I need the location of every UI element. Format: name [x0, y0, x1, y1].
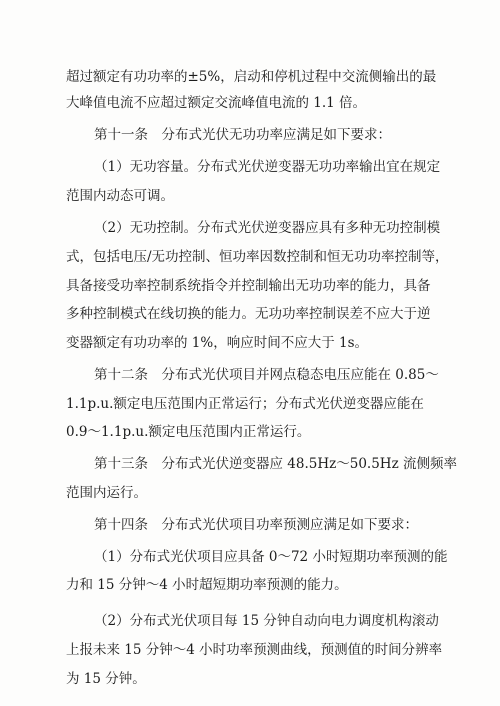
article-11-heading: 第十一条 分布式光伏无功功率应满足如下要求： — [94, 127, 391, 144]
paragraph-line-21: 为 15 分钟。 — [66, 671, 146, 687]
article-14-heading: 第十四条 分布式光伏项目功率预测应满足如下要求： — [94, 517, 418, 534]
article-13-heading: 第十三条 分布式光伏逆变器应 48.5Hz～50.5Hz 流侧频率 — [94, 456, 457, 472]
paragraph-line-7: 式，包括电压/无功控制、恒功率因数控制和恒无功功率控制等， — [66, 248, 449, 265]
paragraph-line-13: 0.9～1.1p.u.额定电压范围内正常运行。 — [66, 424, 311, 441]
article-12-heading: 第十二条 分布式光伏项目并网点稳态电压应能在 0.85～ — [94, 367, 439, 384]
paragraph-line-19: （2）分布式光伏项目每 15 分钟自动向电力调度机构滚动 — [94, 613, 439, 629]
paragraph-line-8: 具备接受功率控制系统指令并控制输出无功功率的能力，具备 — [66, 277, 431, 294]
paragraph-line-17: （1）分布式光伏项目应具备 0～72 小时短期功率预测的能 — [94, 548, 448, 565]
paragraph-line-4: （1）无功容量。分布式光伏逆变器无功功率输出宜在规定 — [94, 159, 441, 176]
paragraph-line-1: 超过额定有功功率的±5%，启动和停机过程中交流侧输出的最 — [66, 69, 437, 85]
paragraph-line-2: 大峰值电流不应超过额定交流峰值电流的 1.1 倍。 — [66, 94, 367, 111]
paragraph-line-9: 多种控制模式在线切换的能力。无功功率控制误差不应大于逆 — [66, 306, 431, 323]
paragraph-line-15: 范围内运行。 — [66, 485, 147, 502]
paragraph-line-18: 力和 15 分钟～4 小时超短期功率预测的能力。 — [66, 577, 348, 594]
paragraph-line-10: 变器额定有功功率的 1%，响应时间不应大于 1s。 — [66, 334, 369, 351]
paragraph-line-5: 范围内动态可调。 — [66, 187, 174, 204]
paragraph-line-6: （2）无功控制。分布式光伏逆变器应具有多种无功控制模 — [94, 220, 441, 237]
paragraph-line-20: 上报未来 15 分钟～4 小时功率预测曲线，预测值的时间分辨率 — [66, 642, 443, 658]
paragraph-line-12: 1.1p.u.额定电压范围内正常运行；分布式光伏逆变器应能在 — [66, 395, 424, 412]
